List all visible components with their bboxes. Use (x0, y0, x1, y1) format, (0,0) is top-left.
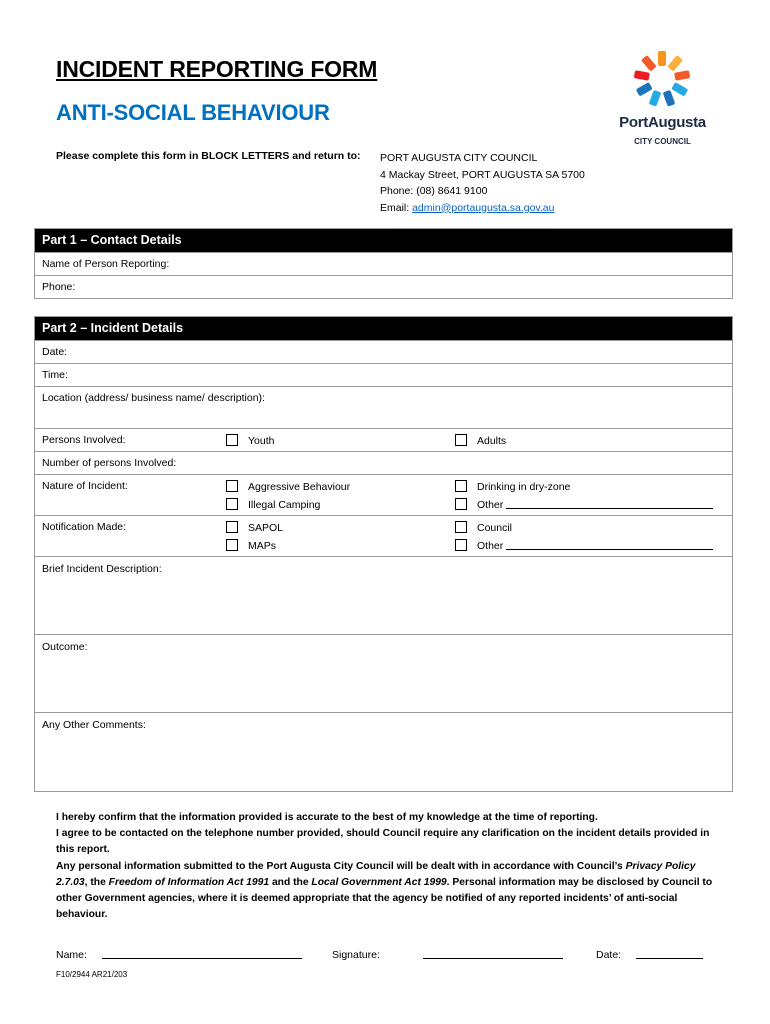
aggressive-behaviour-checkbox[interactable] (226, 480, 238, 492)
address-line-2: 4 Mackay Street, PORT AUGUSTA SA 5700 (380, 168, 585, 181)
address-line-1: PORT AUGUSTA CITY COUNCIL (380, 152, 538, 164)
time-label: Time: (42, 369, 68, 381)
outcome-label: Outcome: (42, 641, 88, 653)
sig-date-line[interactable] (636, 948, 703, 959)
name-of-person-label: Name of Person Reporting: (42, 258, 170, 270)
signature-field (332, 948, 563, 961)
privacy-text-a: Any personal information submitted to the Port Augusta City Council will be dealt with in accordance with Council’s (56, 860, 626, 872)
lga-act-ref: Local Government Act 1999 (311, 876, 447, 888)
signature-line[interactable] (423, 948, 563, 959)
youth-label: Youth (248, 435, 275, 447)
brief-description-row[interactable] (35, 556, 732, 634)
youth-option[interactable] (226, 434, 274, 447)
email-link[interactable]: admin@portaugusta.sa.gov.au (412, 201, 555, 214)
declaration-privacy (56, 859, 721, 924)
nature-other-option[interactable] (455, 498, 713, 511)
return-instruction: Please complete this form in BLOCK LETTERS and return to: (56, 150, 361, 162)
council-option[interactable] (455, 521, 512, 534)
time-row[interactable] (35, 363, 732, 386)
other-comments-label: Any Other Comments: (42, 719, 146, 731)
name-signature-field (56, 948, 302, 961)
location-row[interactable] (35, 386, 732, 428)
notification-other-line[interactable] (506, 539, 713, 550)
sapol-option[interactable] (226, 521, 283, 534)
number-of-persons-label: Number of persons Involved: (42, 457, 177, 469)
sapol-checkbox[interactable] (226, 521, 238, 533)
illegal-camping-checkbox[interactable] (226, 498, 238, 510)
part-1-contact-details (34, 228, 733, 299)
part-2-incident-details (34, 316, 733, 792)
notification-made-row (35, 515, 732, 556)
adults-option[interactable] (455, 434, 506, 447)
sig-name-line[interactable] (102, 948, 302, 959)
nature-other-label: Other (477, 499, 504, 511)
sig-name-label: Name: (56, 949, 87, 961)
foi-act-ref: Freedom of Information Act 1991 (108, 876, 270, 888)
form-code: F10/2944 AR21/203 (56, 970, 128, 979)
privacy-policy-ref: Privacy Policy 2.7.03 (56, 860, 696, 888)
notification-other-option[interactable] (455, 539, 713, 552)
other-comments-row[interactable] (35, 712, 732, 791)
youth-checkbox[interactable] (226, 434, 238, 446)
council-checkbox[interactable] (455, 521, 467, 533)
notification-other-checkbox[interactable] (455, 539, 467, 551)
aggressive-behaviour-label: Aggressive Behaviour (248, 481, 351, 493)
starburst-logo-icon (605, 48, 720, 112)
maps-option[interactable] (226, 539, 276, 552)
form-subtitle: ANTI-SOCIAL BEHAVIOUR (56, 100, 330, 125)
persons-involved-row (35, 428, 732, 451)
nature-of-incident-row (35, 474, 732, 515)
council-label: Council (477, 522, 513, 534)
privacy-text-b: , the (84, 876, 109, 888)
privacy-text-c: and the (269, 876, 312, 888)
signature-label: Signature: (332, 949, 380, 961)
logo-name: PortAugusta (619, 114, 706, 131)
port-augusta-logo (605, 48, 720, 153)
phone-row[interactable] (35, 275, 732, 298)
maps-checkbox[interactable] (226, 539, 238, 551)
address-phone: Phone: (08) 8641 9100 (380, 185, 488, 197)
form-title: INCIDENT REPORTING FORM (56, 56, 378, 82)
nature-other-checkbox[interactable] (455, 498, 467, 510)
privacy-text-d: . Personal information may be disclosed by Council to other Government agencies, where it is deemed appropriate that the agency be notified of any reported incidents’ of anti-social behaviour. (56, 876, 713, 921)
persons-involved-label: Persons Involved: (42, 434, 126, 446)
drinking-dry-zone-checkbox[interactable] (455, 480, 467, 492)
adults-checkbox[interactable] (455, 434, 467, 446)
declaration-text (56, 810, 721, 923)
sig-date-label: Date: (596, 949, 622, 961)
part-2-heading: Part 2 – Incident Details (35, 317, 732, 340)
phone-label: Phone: (42, 281, 76, 293)
declaration-line-2: I agree to be contacted on the telephone number provided, should Council require any clarification on the incident details provided in this report. (56, 828, 710, 856)
illegal-camping-option[interactable] (226, 498, 320, 511)
illegal-camping-label: Illegal Camping (248, 499, 321, 511)
number-of-persons-row[interactable] (35, 451, 732, 474)
name-of-person-row[interactable] (35, 252, 732, 275)
notification-other-label: Other (477, 540, 504, 552)
outcome-row[interactable] (35, 634, 732, 712)
return-address (380, 150, 585, 216)
drinking-dry-zone-option[interactable] (455, 480, 570, 493)
declaration-line-1: I hereby confirm that the information provided is accurate to the best of my knowledge at the time of reporting. (56, 812, 598, 823)
date-row[interactable] (35, 340, 732, 363)
nature-of-incident-label: Nature of Incident: (42, 480, 128, 492)
drinking-dry-zone-label: Drinking in dry-zone (477, 481, 571, 493)
notification-made-label: Notification Made: (42, 521, 127, 533)
address-email-row (380, 200, 585, 217)
nature-other-line[interactable] (506, 498, 713, 509)
email-prefix: Email: (380, 201, 413, 214)
brief-description-label: Brief Incident Description: (42, 563, 162, 575)
sapol-label: SAPOL (248, 522, 284, 534)
aggressive-behaviour-option[interactable] (226, 480, 350, 493)
logo-subtitle: CITY COUNCIL (634, 137, 691, 146)
maps-label: MAPs (248, 540, 277, 552)
date-label: Date: (42, 346, 68, 358)
sig-date-field (596, 948, 703, 961)
part-1-heading: Part 1 – Contact Details (35, 229, 732, 252)
location-label: Location (address/ business name/ description): (42, 392, 265, 404)
adults-label: Adults (477, 435, 507, 447)
